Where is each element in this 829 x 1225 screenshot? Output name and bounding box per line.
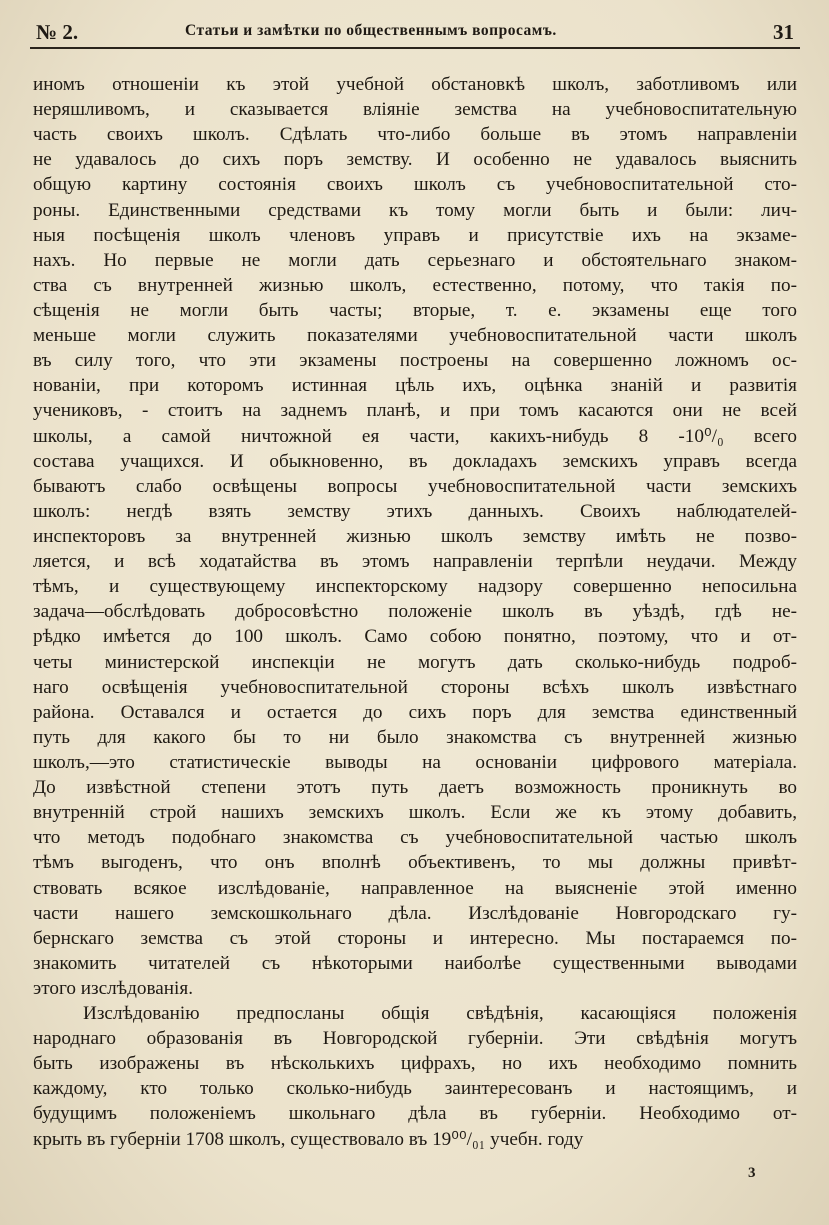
text-line: школы, а самой ничтожной ея части, какихъ-нибудь 8 -10⁰/₀ всего [33,425,797,447]
issue-number: № 2. [36,20,79,44]
text-line: быть изображены въ нѣсколькихъ цифрахъ, но ихъ необходимо помнить [33,1053,797,1075]
text-line: ства съ внутренней жизнью школъ, естественно, потому, что такія по- [33,274,797,296]
text-line: неряшливомъ, и сказывается вліяніе земства на учебновоспитательную [33,99,797,121]
text-line: До извѣстной степени этотъ путь даетъ возможность проникнуть во [33,777,797,799]
text-line: ныя посѣщенія школъ членовъ управъ и присутствіе ихъ на экзаме- [33,224,797,246]
text-line: ляется, и всѣ ходатайства въ этомъ направленіи терпѣли неудачи. Между [33,551,797,573]
text-line: часть своихъ школъ. Сдѣлать что-либо больше въ этомъ направленіи [33,124,797,146]
text-line: что методъ подобнаго знакомства съ учебновоспитательной частью школъ [33,827,797,849]
text-line: знакомить читателей съ нѣкоторыми наиболѣе существенными выводами [33,952,797,974]
text-line: крыть въ губерніи 1708 школъ, существовало въ 19⁰⁰/₀₁ учебн. году [33,1128,584,1150]
header-rule [30,47,800,49]
text-line: тѣмъ, и существующему инспекторскому надзору совершенно непосильна [33,576,797,598]
text-line: иномъ отношеніи къ этой учебной обстановкѣ школъ, заботливомъ или [33,74,797,95]
text-line: нованіи, при которомъ истинная цѣль ихъ, оцѣнка знаній и развитія [33,375,797,397]
text-line: четы министерской инспекціи не могутъ дать сколько-нибудь подроб- [33,651,797,673]
text-line: задача—обслѣдовать добросовѣстно положеніе школъ въ уѣздѣ, гдѣ не- [33,601,797,623]
text-line: района. Оставался и остается до сихъ поръ для земства единственный [33,701,797,723]
text-line: въ силу того, что эти экзамены построены на совершенно ложномъ ос- [33,350,797,372]
text-line: рѣдко имѣется до 100 школъ. Само собою понятно, поэтому, что и от- [33,626,797,648]
text-line: бернскаго земства съ этой стороны и интересно. Мы постараемся по- [33,927,797,949]
body-text [33,72,797,1152]
text-line: наго освѣщенія учебновоспитательной стороны всѣхъ школъ извѣстнаго [33,676,797,698]
text-line: сѣщенія не могли быть часты; вторые, т. е. экзамены еще того [33,299,797,321]
running-title: Статьи и замѣтки по общественнымъ вопросамъ. [185,22,557,39]
text-line: меньше могли служить показателями учебновоспитательной части школъ [33,325,797,347]
text-line: будущимъ положеніемъ школьнаго дѣла въ губерніи. Необходимо от- [33,1103,797,1125]
text-line: учениковъ, - стоитъ на заднемъ планѣ, и при томъ касаются они не всей [33,400,797,422]
text-line: путь для какого бы то ни было знакомства съ внутренней жизнью [33,726,797,748]
text-line: инспекторовъ за внутренней жизнью школъ земству имѣть не позво- [33,525,797,547]
text-line: народнаго образованія въ Новгородской губерніи. Эти свѣдѣнія могутъ [33,1028,797,1050]
signature-mark: 3 [748,1165,756,1181]
text-line: школъ: негдѣ взять земству этихъ данныхъ. Своихъ наблюдателей- [33,500,797,522]
text-line: этого изслѣдованія. [33,977,194,999]
text-line: каждому, кто только сколько-нибудь заинтересованъ и настоящимъ, и [33,1078,797,1100]
text-line: части нашего земскошкольнаго дѣла. Изслѣдованіе Новгородскаго гу- [33,902,797,924]
text-line: Изслѣдованію предпосланы общія свѣдѣнія, касающіяся положенія [83,1003,797,1025]
text-line: нахъ. Но первые не могли дать серьезнаго и обстоятельнаго знаком- [33,249,797,271]
running-header [30,20,800,48]
text-line: ствовать всякое изслѣдованіе, направленное на выясненіе этой именно [33,877,797,899]
text-line: не удавалось до сихъ поръ земству. И особенно не удавалось выяснить [33,149,797,171]
text-line: школъ,—это статистическіе выводы на основаніи цифрового матеріала. [33,751,797,773]
text-line: состава учащихся. И обыкновенно, въ докладахъ земскихъ управъ всегда [33,450,797,472]
text-line: общую картину состоянія своихъ школъ съ учебновоспитательной сто- [33,174,797,196]
text-line: роны. Единственными средствами къ тому могли быть и были: лич- [33,199,797,221]
text-line: бываютъ слабо освѣщены вопросы учебновоспитательной части земскихъ [33,475,797,497]
text-line: внутренній строй нашихъ земскихъ школъ. Если же къ этому добавить, [33,802,797,824]
text-line: тѣмъ выгоденъ, что онъ вполнѣ объективенъ, то мы должны привѣт- [33,852,797,874]
page-number: 31 [773,20,794,44]
